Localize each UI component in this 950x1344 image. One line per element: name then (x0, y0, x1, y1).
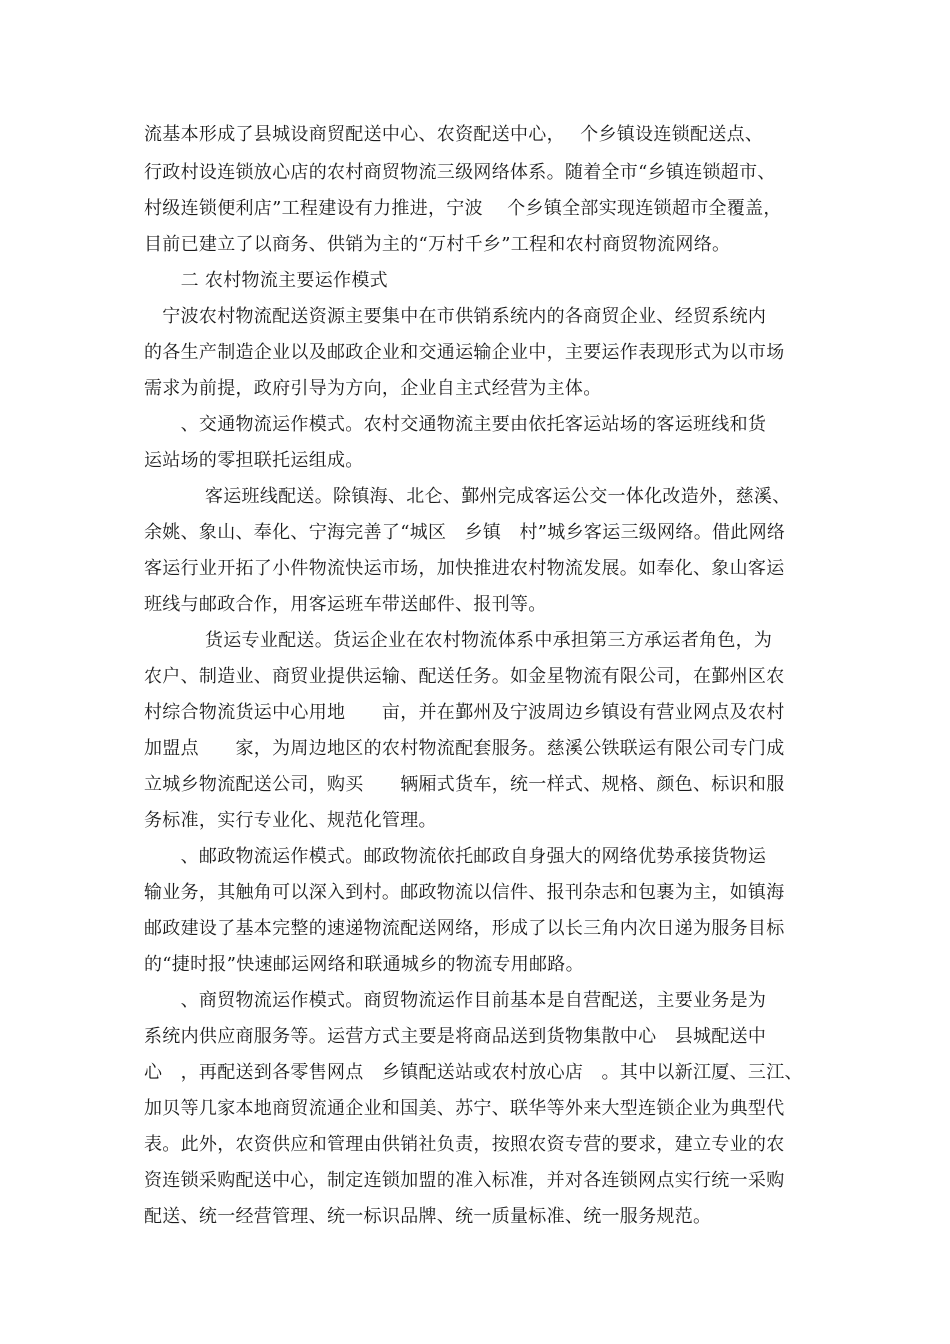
text-line: 表。此外，农资供应和管理由供销社负责，按照农资专营的要求，建立专业的农 (144, 1134, 785, 1155)
text-line: 、商贸物流运作模式。商贸物流运作目前基本是自营配送，主要业务是为 (144, 990, 767, 1011)
text-line: 的“捷时报”快速邮运网络和联通城乡的物流专用邮路。 (144, 954, 584, 975)
text-line: 、邮政物流运作模式。邮政物流依托邮政自身强大的网络优势承接货物运 (144, 846, 767, 867)
text-line: 资连锁采购配送中心，制定连锁加盟的准入标准，并对各连锁网点实行统一采购 (144, 1170, 785, 1191)
text-line: 、交通物流运作模式。农村交通物流主要由依托客运站场的客运班线和货 (144, 414, 767, 435)
section-heading: 二 农村物流主要运作模式 (144, 270, 388, 291)
text-line: 行政村设连锁放心店的农村商贸物流三级网络体系。随着全市“乡镇连锁超市、 (144, 162, 776, 183)
text-line: 运站场的零担联托运组成。 (144, 450, 364, 471)
text-line: 立城乡物流配送公司，购买 辆厢式货车，统一样式、规格、颜色、标识和服 (144, 774, 785, 795)
text-line: 配送、统一经营管理、统一标识品牌、统一质量标准、统一服务规范。 (144, 1206, 712, 1227)
text-line: 宁波农村物流配送资源主要集中在市供销系统内的各商贸企业、经贸系统内 (144, 306, 767, 327)
text-line: 村级连锁便利店”工程建设有力推进，宁波 个乡镇全部实现连锁超市全覆盖， (144, 198, 782, 219)
text-line: 的各生产制造企业以及邮政企业和交通运输企业中，主要运作表现形式为以市场 (144, 342, 785, 363)
text-line: 心 ，再配送到各零售网点 乡镇配送站或农村放心店 。其中以新江厦、三江、 (144, 1062, 803, 1083)
text-line: 加盟点 家，为周边地区的农村物流配套服务。慈溪公铁联运有限公司专门成 (144, 738, 785, 759)
text-line: 邮政建设了基本完整的速递物流配送网络，形成了以长三角内次日递为服务目标 (144, 918, 785, 939)
text-line: 目前已建立了以商务、供销为主的“万村千乡”工程和农村商贸物流网络。 (144, 234, 731, 255)
text-line: 流基本形成了县城设商贸配送中心、农资配送中心， 个乡镇设连锁配送点、 (144, 124, 764, 145)
text-line: 客运行业开拓了小件物流快运市场，加快推进农村物流发展。如奉化、象山客运 (144, 558, 785, 579)
text-line: 客运班线配送。除镇海、北仑、鄞州完成客运公交一体化改造外，慈溪、 (144, 486, 791, 507)
text-line: 务标准，实行专业化、规范化管理。 (144, 810, 437, 831)
text-line: 农户、制造业、商贸业提供运输、配送任务。如金星物流有限公司，在鄞州区农 (144, 666, 785, 687)
text-line: 需求为前提，政府引导为方向，企业自主式经营为主体。 (144, 378, 602, 399)
text-line: 班线与邮政合作，用客运班车带送邮件、报刊等。 (144, 594, 547, 615)
text-line: 系统内供应商服务等。运营方式主要是将商品送到货物集散中心 县城配送中 (144, 1026, 767, 1047)
text-line: 村综合物流货运中心用地 亩，并在鄞州及宁波周边乡镇设有营业网点及农村 (144, 702, 785, 723)
text-line: 加贝等几家本地商贸流通企业和国美、苏宁、联华等外来大型连锁企业为典型代 (144, 1098, 785, 1119)
text-line: 输业务，其触角可以深入到村。邮政物流以信件、报刊杂志和包裹为主，如镇海 (144, 882, 785, 903)
text-line: 货运专业配送。货运企业在农村物流体系中承担第三方承运者角色，为 (144, 630, 773, 651)
text-line: 余姚、象山、奉化、宁海完善了“城区 乡镇 村”城乡客运三级网络。借此网络 (144, 522, 786, 543)
